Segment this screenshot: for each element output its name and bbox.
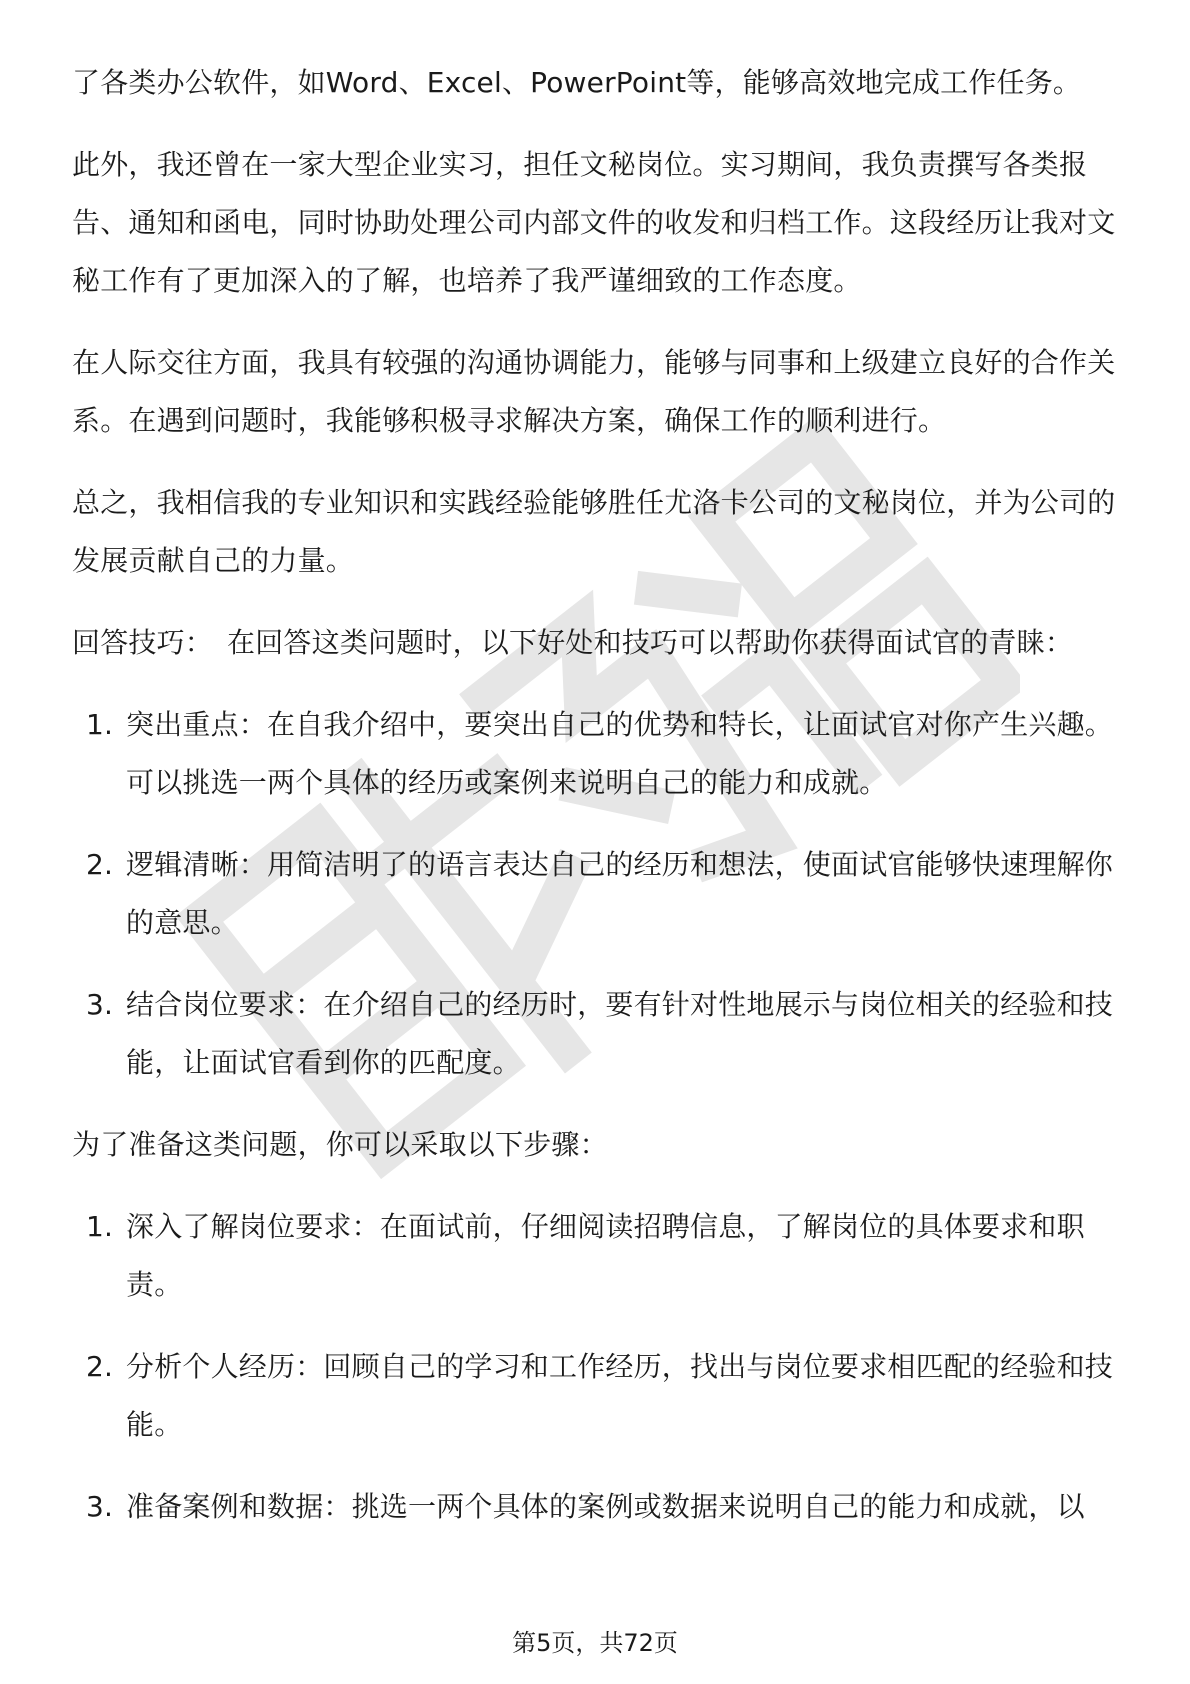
- tips-list: [72, 696, 1118, 1092]
- list-number: 1.: [86, 708, 114, 741]
- paragraph-internship: 此外，我还曾在一家大型企业实习，担任文秘岗位。实习期间，我负责撰写各类报告、通知和函电，同时协助处理公司内部文件的收发和归档工作。这段经历让我对文秘工作有了更加深入的了解，也培养了我严谨细致的工作态度。: [72, 148, 1116, 297]
- tips-label: 回答技巧：: [72, 626, 214, 659]
- page-number: 第5页，共72页: [512, 1629, 678, 1657]
- list-text: 深入了解岗位要求：在面试前，仔细阅读招聘信息，了解岗位的具体要求和职责。: [126, 1210, 1085, 1301]
- list-item: [72, 1478, 1118, 1536]
- list-number: 2.: [86, 848, 114, 881]
- list-number: 1.: [86, 1210, 114, 1243]
- list-item: [72, 976, 1118, 1092]
- list-text: 准备案例和数据：挑选一两个具体的案例或数据来说明自己的能力和成就，以: [126, 1490, 1085, 1523]
- list-item: [72, 836, 1118, 952]
- list-text: 逻辑清晰：用简洁明了的语言表达自己的经历和想法，使面试官能够快速理解你的意思。: [126, 848, 1114, 939]
- tips-intro-text: 在回答这类问题时，以下好处和技巧可以帮助你获得面试官的青睐：: [227, 626, 1074, 659]
- list-number: 3.: [86, 1490, 114, 1523]
- list-number: 2.: [86, 1350, 114, 1383]
- list-text: 分析个人经历：回顾自己的学习和工作经历，找出与岗位要求相匹配的经验和技能。: [126, 1350, 1114, 1441]
- list-item: [72, 1338, 1118, 1454]
- paragraph-communication: 在人际交往方面，我具有较强的沟通协调能力，能够与同事和上级建立良好的合作关系。在遇到问题时，我能够积极寻求解决方案，确保工作的顺利进行。: [72, 346, 1116, 437]
- list-text: 结合岗位要求：在介绍自己的经历时，要有针对性地展示与岗位相关的经验和技能，让面试官看到你的匹配度。: [126, 988, 1114, 1079]
- list-number: 3.: [86, 988, 114, 1021]
- paragraph-conclusion: 总之，我相信我的专业知识和实践经验能够胜任尤洛卡公司的文秘岗位，并为公司的发展贡献自己的力量。: [72, 486, 1116, 577]
- prep-intro: 为了准备这类问题，你可以采取以下步骤：: [72, 1128, 608, 1161]
- list-text: 突出重点：在自我介绍中，要突出自己的优势和特长，让面试官对你产生兴趣。可以挑选一两个具体的经历或案例来说明自己的能力和成就。: [126, 708, 1114, 799]
- list-item: [72, 1198, 1118, 1314]
- tips-intro: [72, 614, 1118, 672]
- document-body: [72, 54, 1118, 1560]
- paragraph-software: 了各类办公软件，如Word、Excel、PowerPoint等，能够高效地完成工作任务。: [72, 66, 1082, 99]
- prep-list: [72, 1198, 1118, 1536]
- list-item: [72, 696, 1118, 812]
